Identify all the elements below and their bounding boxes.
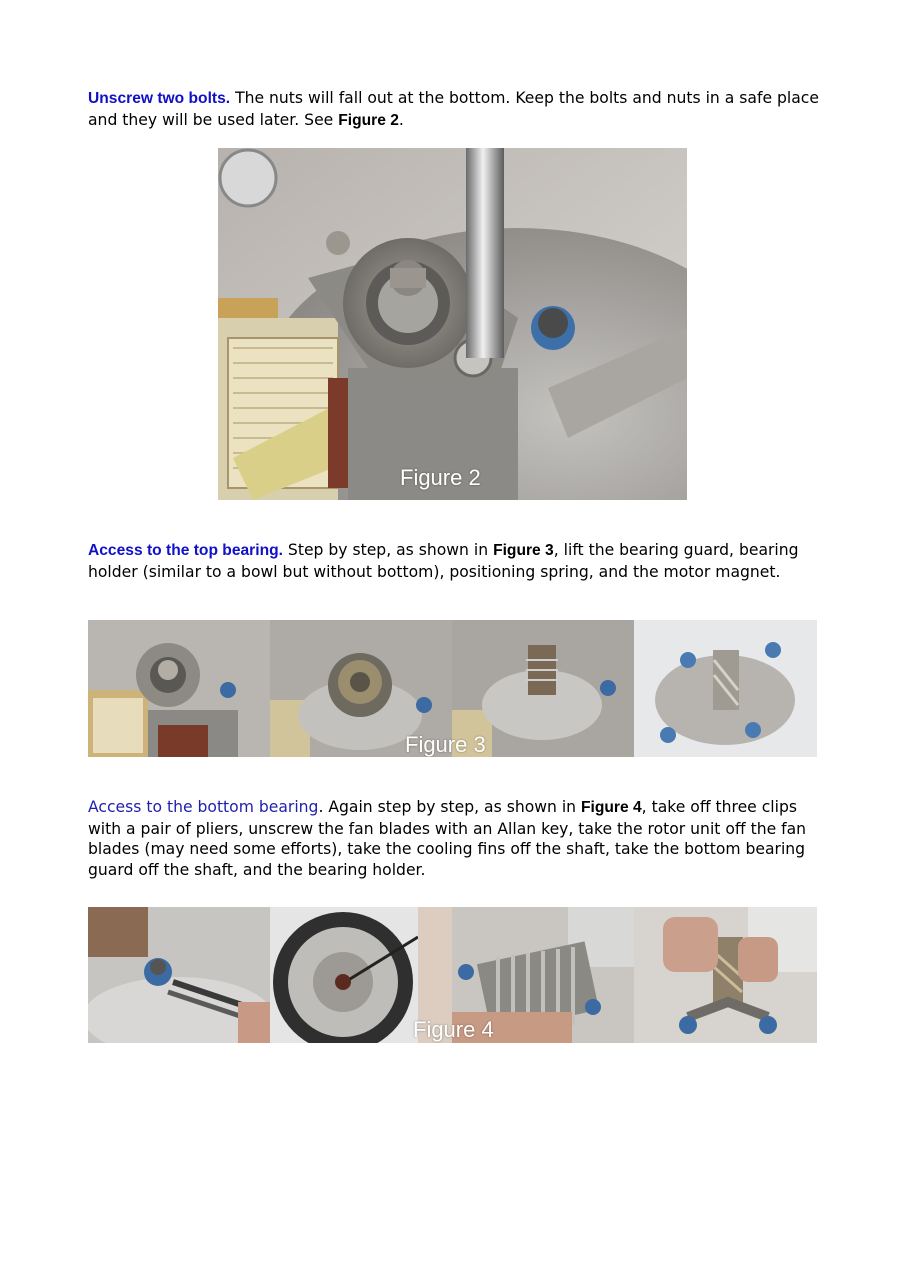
paragraph-text: Step by step, as shown in [282, 541, 494, 559]
paragraph-text: , lift the bearing guard, bearing holder (similar to a bowl but without bottom), positioning spring, and the motor magnet. [88, 541, 799, 581]
heading-bottom-bearing: Access to the bottom bearing [88, 798, 319, 816]
figure-reference: Figure 3 [493, 542, 554, 559]
figure-3-caption: Figure 3 [405, 732, 486, 757]
paragraph-top-bearing [88, 540, 823, 582]
paragraph-text: . [398, 110, 404, 129]
figure-3-photo [88, 620, 817, 757]
heading-unscrew-bolts: Unscrew two bolts. [88, 90, 231, 107]
paragraph-text: . Again step by step, as shown in [318, 798, 582, 816]
figure-4-photo [88, 907, 817, 1043]
paragraph-unscrew-bolts [88, 88, 823, 131]
figure-2-caption: Figure 2 [400, 465, 481, 490]
figure-reference: Figure 2 [338, 111, 399, 129]
paragraph-text: The nuts will fall out at the bottom. Keep the bolts and nuts in a safe place and they will be used later. See [88, 89, 819, 129]
figure-2-photo [218, 148, 687, 500]
paragraph-text: , take off three clips with a pair of pliers, unscrew the fan blades with an Allan key, take the rotor unit off the fan blades (may need some efforts), take the cooling fins off the shaft, take the bottom bearing guard off the shaft, and the bearing holder. [88, 798, 807, 879]
figure-4-caption: Figure 4 [413, 1017, 494, 1042]
figure-reference: Figure 4 [581, 799, 642, 816]
paragraph-bottom-bearing [88, 797, 823, 880]
heading-top-bearing: Access to the top bearing. [88, 542, 283, 559]
